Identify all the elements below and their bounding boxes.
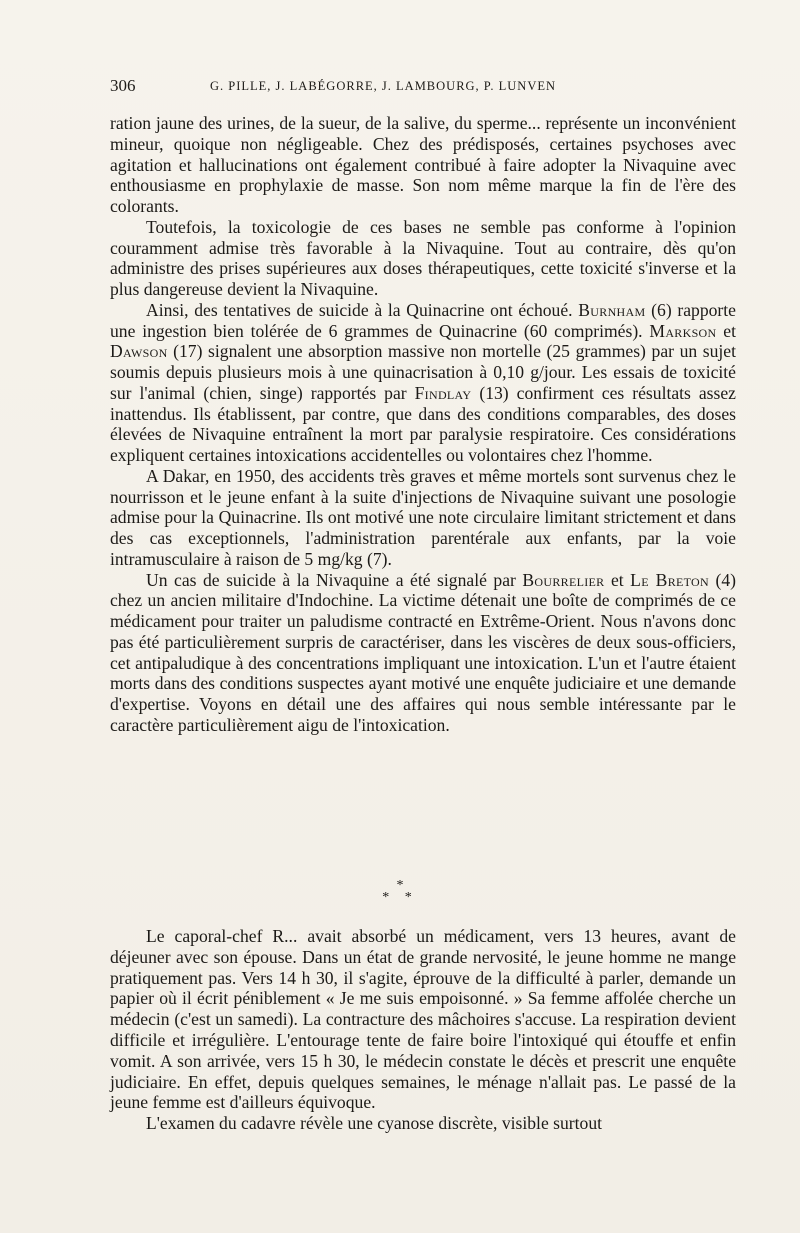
text-run: et	[604, 569, 631, 590]
running-head: G. PILLE, J. LABÉGORRE, J. LAMBOURG, P. LUNVEN	[210, 79, 557, 93]
paragraph: ration jaune des urines, de la sueur, de la salive, du sperme... représente un inconvénient mineur, quoique non négligeable. Chez des prédisposés, certaines psychoses avec agitation et hallucinations ont également contribué à faire adopter la Nivaquine avec enthousiasme en prophylaxie de masse. Son nom même marque la fin de l'ère des colorants.	[110, 113, 736, 216]
paragraph: Toutefois, la toxicologie de ces bases ne semble pas conforme à l'opinion couramment admise très favorable à la Nivaquine. Tout au contraire, dès qu'on administre des prises supérieures aux doses thérapeutiques, cette toxicité s'inverse et la plus dangereuse devient la Nivaquine.	[110, 216, 736, 299]
text-run: (13) confirment ces résultats assez inattendus. Ils établissent, par contre, que dans des conditions comparables, des doses élevées de Nivaquine entraînent la mort par paralysie respiratoire. Ces considérations expliquent certaines intoxications accidentelles ou volontaires chez l'homme.	[110, 382, 736, 465]
text-run: (17) signalent une absorption massive non mortelle (25 grammes) par un sujet soumis depuis plusieurs mois à une quinacrisation à 0,10 g/jour. Les essais de toxicité sur l'animal (chien, singe) rapportés par	[110, 341, 736, 403]
text-run: (4) chez un ancien militaire d'Indochine. La victime détenait une boîte de comprimés de ce médicament pour traiter un paludisme contracté en Extrême-Orient. Nous n'avons donc pas été particulièrement surpris de caractériser, dans les viscères de deux sous-officiers, cet antipaludique à des concentrations impliquant une intoxication. L'un et l'autre étaient morts dans des conditions suspectes ayant motivé une enquête judiciaire et une demande d'expertise. Voyons en détail une des affaires qui nous semble intéressante par le caractère particulièrement aigu de l'intoxication.	[110, 569, 736, 735]
paragraph: L'examen du cadavre révèle une cyanose discrète, visible surtout	[146, 1113, 603, 1134]
case-report-text-block	[110, 926, 736, 1134]
asterism-top: *	[396, 878, 404, 893]
text-run: Un cas de suicide à la Nivaquine a été signalé par	[146, 569, 523, 590]
author-name: Dawson	[110, 341, 168, 362]
asterism-bottom: * *	[382, 890, 418, 905]
author-name: Markson	[649, 320, 717, 341]
main-text-block	[110, 113, 736, 736]
text-run: et	[716, 320, 736, 341]
text-run: (6) rapporte une ingestion bien tolérée de 6 grammes de Quinacrine (60 comprimés).	[110, 299, 736, 341]
author-name: Findlay	[414, 382, 472, 403]
paragraph: Le caporal-chef R... avait absorbé un médicament, vers 13 heures, avant de déjeuner avec son épouse. Dans un état de grande nervosité, le jeune homme ne mange pratiquement pas. Vers 14 h 30, il s'agite, éprouve de la difficulté à parler, demande un papier où il écrit péniblement « Je me suis empoisonné. » Sa femme affolée cherche un médecin (c'est un samedi). La contracture des mâchoires s'accuse. La respiration devient difficile et irrégulière. L'entourage tente de faire boire l'intoxiqué qui étouffe et enfin vomit. A son arrivée, vers 15 h 30, le médecin constate le décès et prescrit une enquête judiciaire. En effet, depuis quelques semaines, le ménage n'allait pas. Le passé de la jeune femme est d'ailleurs équivoque.	[110, 926, 736, 1113]
author-name: Le Breton	[630, 569, 709, 590]
page-number: 306	[110, 76, 136, 95]
section-separator	[0, 880, 800, 920]
paragraph: A Dakar, en 1950, des accidents très graves et même mortels sont survenus chez le nourrisson et le jeune enfant à la suite d'injections de Nivaquine suivant une posologie admise pour la Quinacrine. Ils ont motivé une note circulaire limitant strictement et dans des cas exceptionnels, l'administration parentérale aux enfants, par la voie intramusculaire à raison de 5 mg/kg (7).	[110, 465, 736, 569]
paragraph	[110, 300, 736, 466]
author-name: Burnham	[578, 299, 646, 320]
paragraph	[110, 570, 736, 736]
page-header	[110, 76, 736, 100]
author-name: Bourrelier	[522, 569, 605, 590]
text-run: Ainsi, des tentatives de suicide à la Quinacrine ont échoué.	[146, 299, 573, 320]
